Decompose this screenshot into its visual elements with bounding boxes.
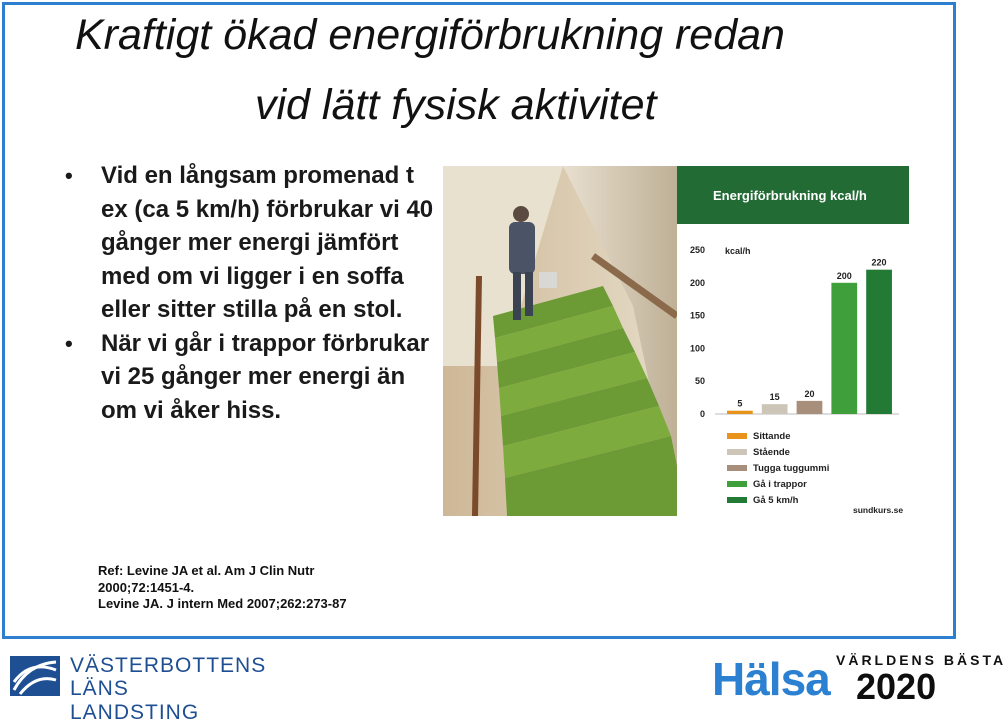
bar-data-label: 200 xyxy=(836,270,852,281)
bullet-text: Vid en långsam promenad t ex (ca 5 km/h) förbrukar vi 40 gånger mer energi jämfört med om vi ligger i en soffa eller sitter stilla på en stol. xyxy=(101,162,434,323)
bar xyxy=(866,270,892,414)
legend-label: Sittande xyxy=(753,430,791,442)
legend-swatch xyxy=(727,449,747,455)
chart-legend xyxy=(727,428,829,508)
references xyxy=(98,563,347,613)
halsa2020-word: Hälsa xyxy=(712,653,830,705)
bar-data-label: 15 xyxy=(769,392,780,403)
legend-item xyxy=(727,492,829,508)
legend-item xyxy=(727,444,829,460)
stairs-photo xyxy=(443,166,677,516)
bar xyxy=(727,411,753,414)
y-axis-unit-label: kcal/h xyxy=(725,246,751,256)
legend-item xyxy=(727,428,829,444)
slide-title-line1: Kraftigt ökad energiförbrukning redan xyxy=(75,11,785,59)
bar xyxy=(797,401,823,414)
bullet-item xyxy=(65,159,445,327)
bar xyxy=(831,283,857,414)
reference-line: Levine JA. J intern Med 2007;262:273-87 xyxy=(98,596,347,611)
bar-data-label: 20 xyxy=(804,388,815,399)
halsa2020-year: 2020 xyxy=(856,666,937,707)
legend-swatch xyxy=(727,497,747,503)
bullet-item xyxy=(65,327,445,428)
halsa2020-tagline: VÄRLDENS BÄSTA xyxy=(836,652,1006,668)
y-tick-label: 250 xyxy=(689,245,705,255)
bullet-dot-icon: • xyxy=(65,163,73,188)
bar-data-label: 5 xyxy=(737,398,743,409)
slide-title-line2: vid lätt fysisk aktivitet xyxy=(255,81,657,129)
vasterbotten-logo-mark-icon xyxy=(10,656,60,696)
bullet-dot-icon: • xyxy=(65,330,73,356)
halsa2020-logo xyxy=(712,652,1006,707)
vasterbotten-logo-line1: VÄSTERBOTTENS xyxy=(70,654,267,677)
legend-swatch xyxy=(727,465,747,471)
energy-chart-panel xyxy=(677,166,909,516)
legend-label: Gå i trappor xyxy=(753,478,807,490)
legend-swatch xyxy=(727,433,747,439)
bullet-text: När vi går i trappor förbrukar vi 25 gånger mer energi än om vi åker hiss. xyxy=(101,329,430,424)
legend-item xyxy=(727,476,829,492)
bar-data-label: 220 xyxy=(871,257,887,268)
y-tick-label: 200 xyxy=(689,277,705,288)
y-tick-label: 0 xyxy=(699,409,705,419)
vasterbotten-logo xyxy=(10,650,267,724)
legend-label: Gå 5 km/h xyxy=(753,494,799,506)
legend-item xyxy=(727,460,829,476)
legend-label: Stående xyxy=(753,446,790,458)
legend-label: Tugga tuggummi xyxy=(753,462,830,474)
energy-bar-chart xyxy=(677,224,909,424)
reference-line: 2000;72:1451-4. xyxy=(98,579,195,595)
vasterbotten-logo-line2: LÄNS LANDSTING xyxy=(70,677,200,724)
bar xyxy=(762,404,788,414)
y-tick-label: 100 xyxy=(689,343,705,354)
y-tick-label: 150 xyxy=(689,310,705,321)
chart-source: sundkurs.se xyxy=(853,505,904,515)
stairs-illustration xyxy=(443,166,677,516)
legend-swatch xyxy=(727,481,747,487)
y-tick-label: 50 xyxy=(694,376,705,387)
reference-line: Ref: Levine JA et al. Am J Clin Nutr xyxy=(98,563,315,578)
chart-title: Energiförbrukning kcal/h xyxy=(677,166,909,224)
bullet-list xyxy=(65,159,445,427)
